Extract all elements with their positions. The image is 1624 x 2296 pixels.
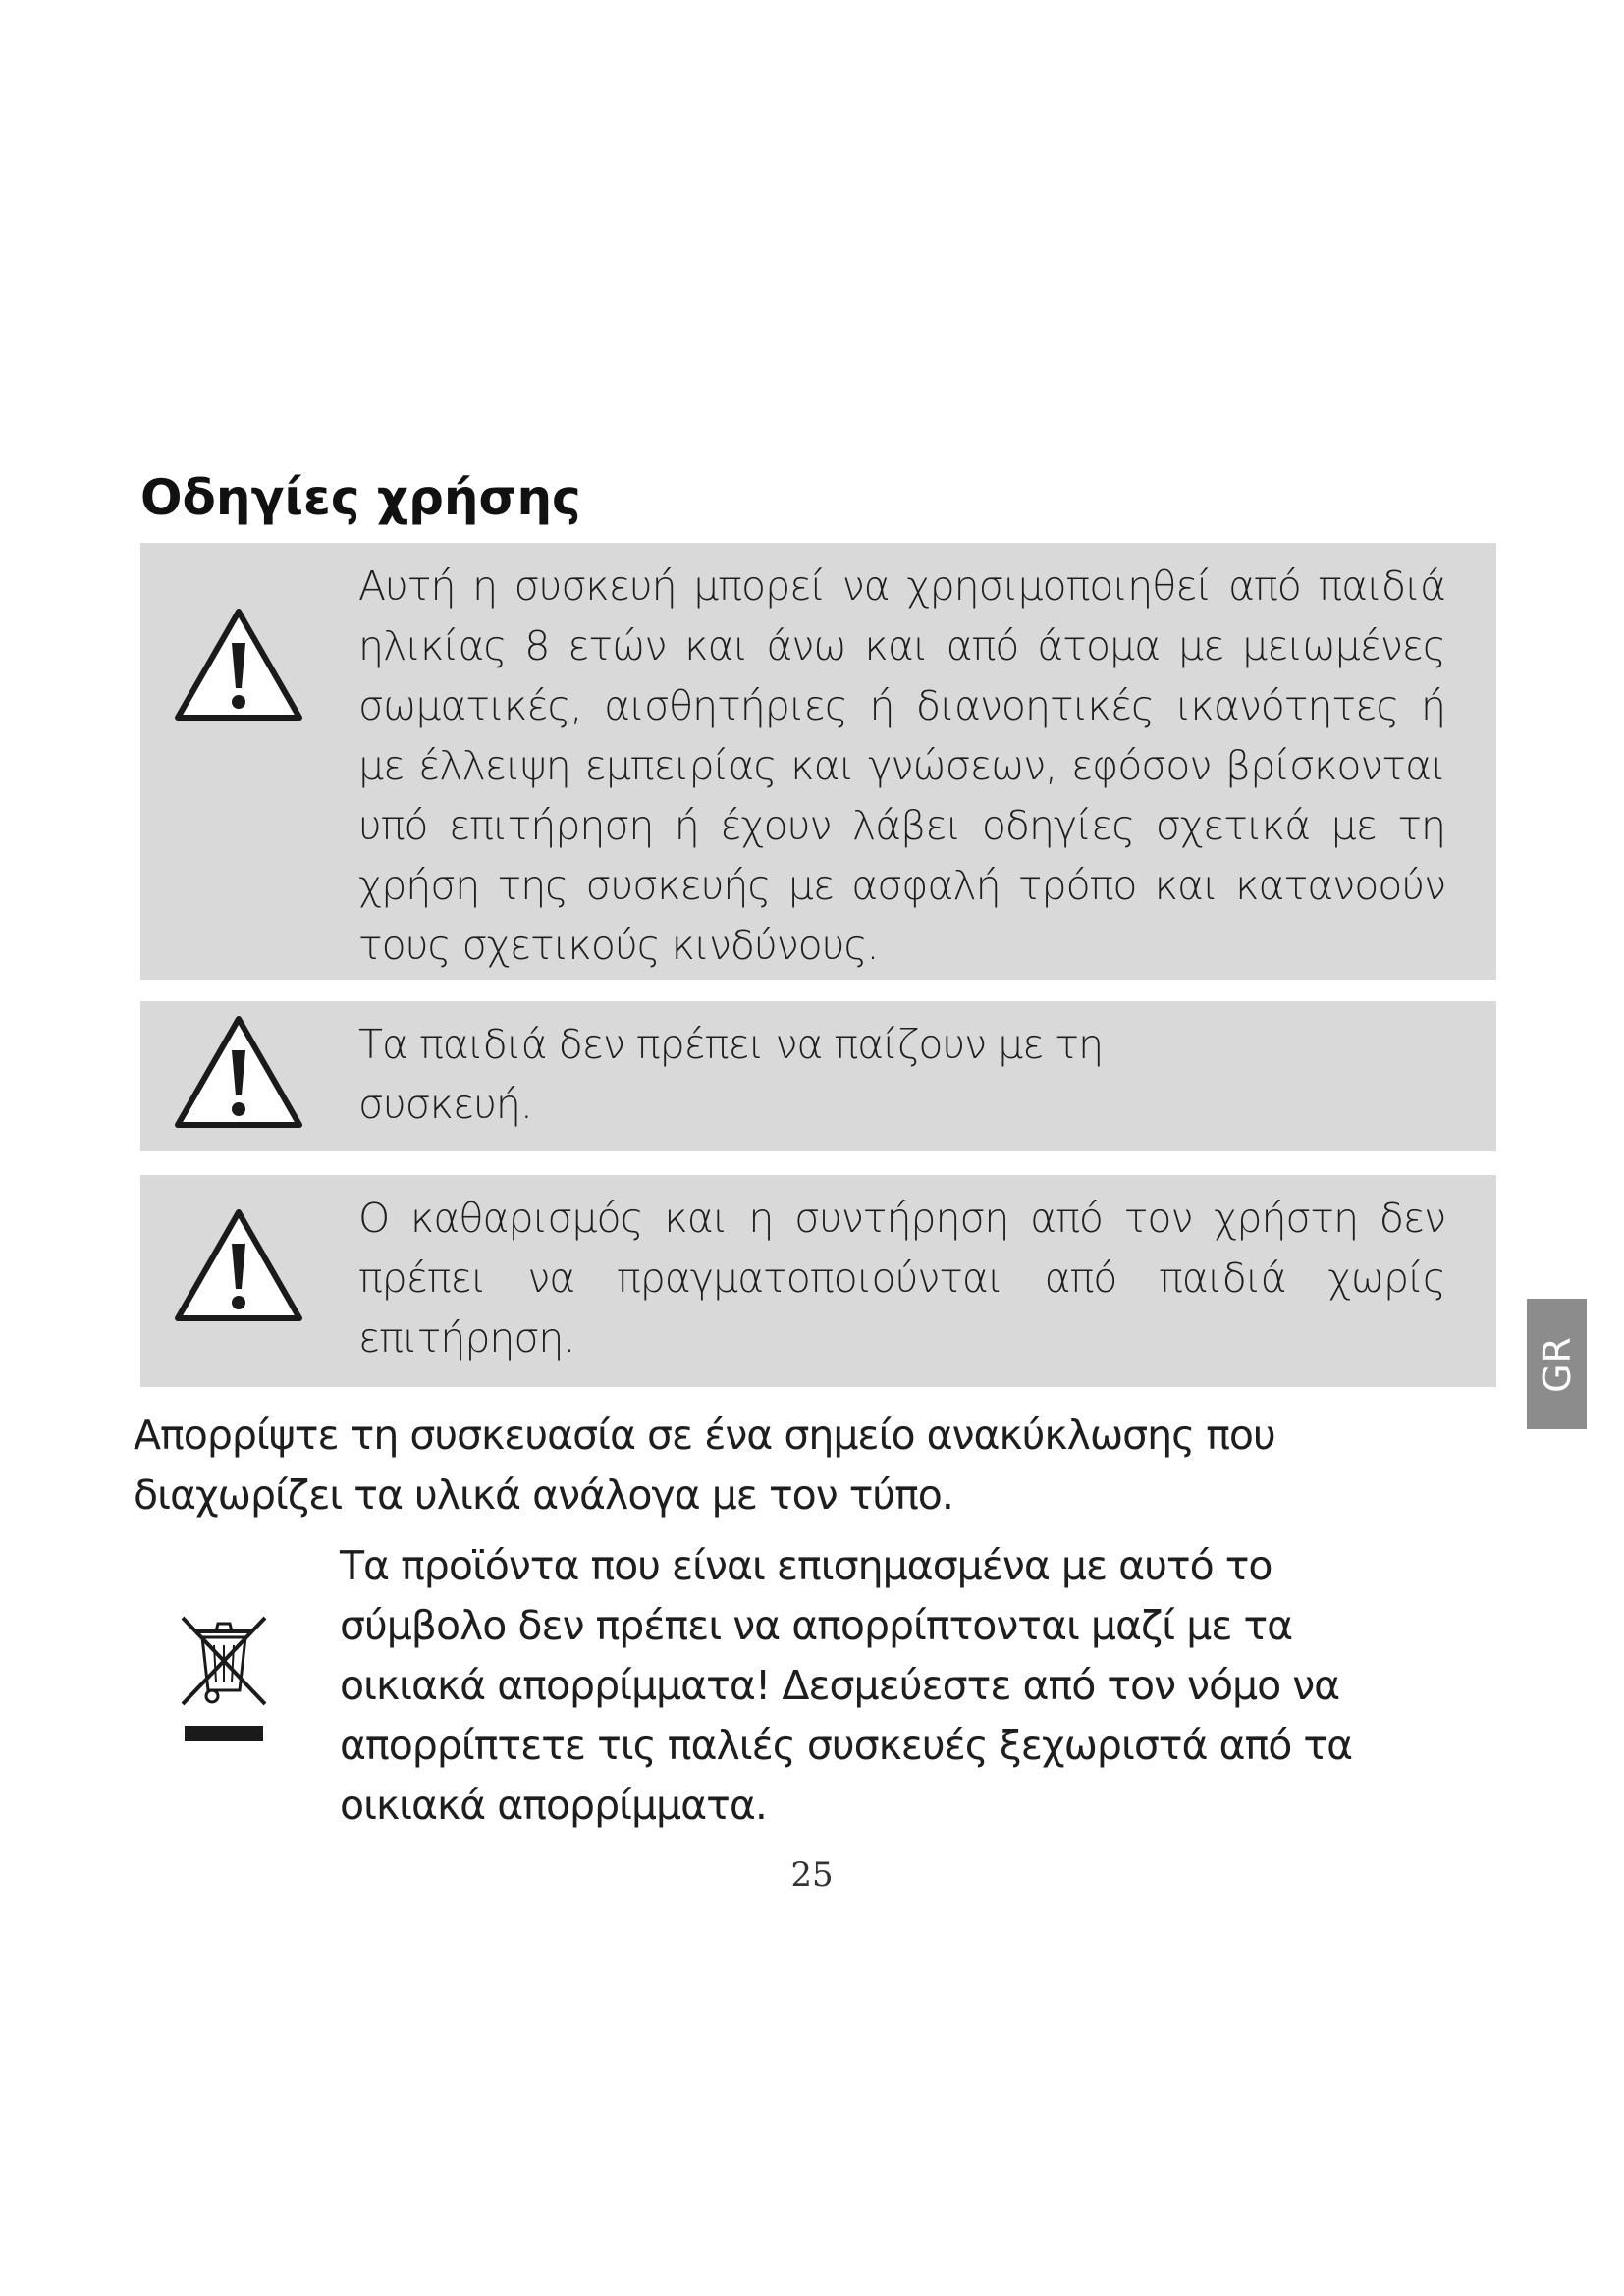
crossed-out-wheelie-bin-icon: [175, 1610, 273, 1757]
warning-text-children-play: Τα παιδιά δεν πρέπει να παίζουν με τη συσκευή.: [358, 1021, 1104, 1128]
warning-box-children-play: [140, 1001, 1496, 1151]
warning-triangle-icon: [170, 1009, 307, 1137]
warning-text-cleaning: Ο καθαρισμός και η συντήρηση από τον χρήστη δεν πρέπει να πραγματοποιούνται από παιδιά χωρίς επιτήρηση.: [358, 1195, 1445, 1362]
page-title: Οδηγίες χρήσης: [140, 469, 581, 526]
warning-triangle-icon: [170, 1202, 307, 1330]
language-tab-label: GR: [1535, 1335, 1579, 1393]
warning-triangle-icon: [170, 602, 307, 729]
language-tab: [1527, 1299, 1587, 1429]
packaging-disposal-text: Απορρίψτε τη συσκευασία σε ένα σημείο ανακύκλωσης που διαχωρίζει τα υλικά ανάλογα με τον τύπο.: [134, 1412, 1275, 1519]
warning-box-cleaning: [140, 1175, 1496, 1387]
weee-disposal-text: Τα προϊόντα που είναι επισημασμένα με αυτό το σύμβολο δεν πρέπει να απορρίπτονται μαζί με τα οικιακά απορρίμματα! Δεσμεύεστε από τον νόμο να απορρίπτετε τις παλιές συσκευές ξεχωριστά από τα οικιακά απορρίμματα.: [340, 1542, 1353, 1829]
warning-box-age: [140, 543, 1496, 980]
page-number: 25: [790, 1855, 834, 1895]
warning-text-age: Αυτή η συσκευή μπορεί να χρησιμοποιηθεί από παιδιά ηλικίας 8 ετών και άνω και από άτομα με μειωμένες σωματικές, αισθητήριες ή διανοητικές ικανότητες ή με έλλειψη εμπειρίας και γνώσεων, εφόσον βρίσκονται υπό επιτήρηση ή έχουν λάβει οδηγίες σχετικά με τη χρήση της συσκευής με ασφαλή τρόπο και κατανοούν τους σχετικούς κινδύνους.: [358, 562, 1445, 969]
